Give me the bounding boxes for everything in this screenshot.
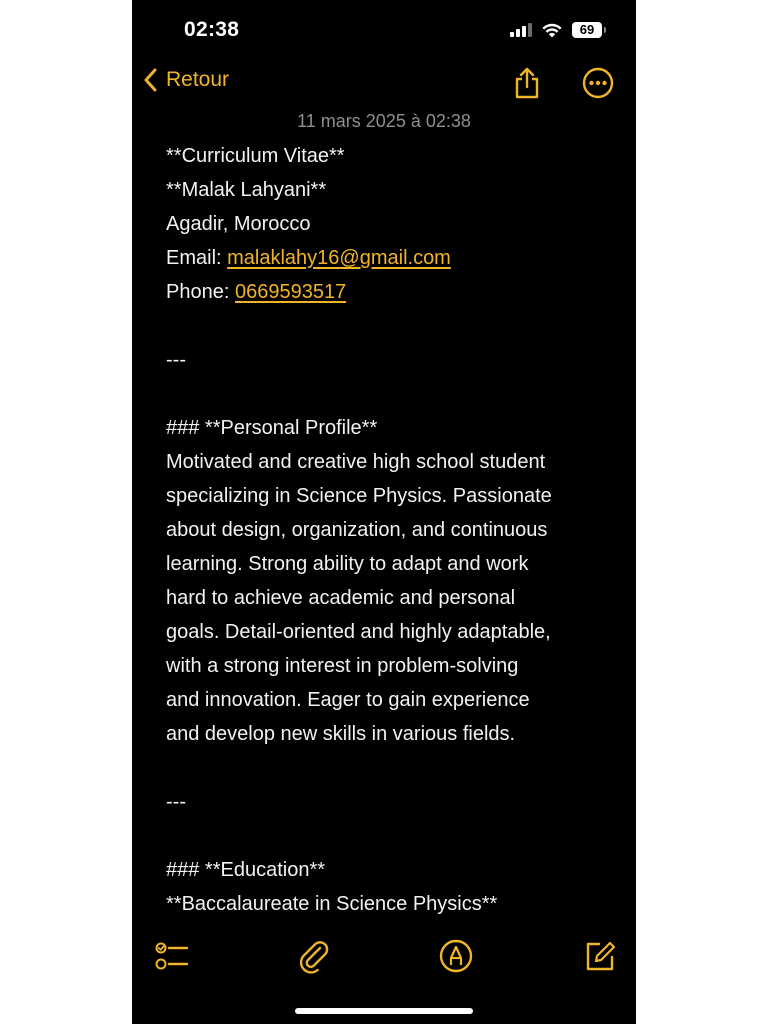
home-indicator[interactable] bbox=[295, 1008, 473, 1014]
blank-line bbox=[166, 309, 616, 343]
compose-icon[interactable] bbox=[582, 938, 618, 974]
note-name: **Malak Lahyani** bbox=[166, 179, 327, 201]
profile-line: goals. Detail-oriented and highly adaptable, bbox=[166, 621, 551, 643]
chevron-left-icon bbox=[144, 68, 158, 92]
back-label: Retour bbox=[166, 68, 230, 91]
blank-line bbox=[166, 377, 616, 411]
profile-line: specializing in Science Physics. Passionate bbox=[166, 485, 552, 507]
profile-line: about design, organization, and continuous bbox=[166, 519, 548, 541]
battery-indicator: 69 bbox=[572, 22, 602, 38]
separator: --- bbox=[166, 791, 186, 813]
status-indicators bbox=[510, 22, 602, 38]
profile-line: and innovation. Eager to gain experience bbox=[166, 689, 530, 711]
note-email-line bbox=[166, 241, 616, 275]
phone-link[interactable]: 0669593517 bbox=[234, 281, 347, 303]
email-label: Email: bbox=[166, 247, 228, 269]
markup-pen-icon[interactable] bbox=[438, 938, 474, 974]
wifi-icon bbox=[542, 23, 562, 38]
share-icon[interactable] bbox=[510, 66, 544, 100]
phone-screen bbox=[132, 0, 636, 1024]
back-button[interactable] bbox=[144, 68, 229, 92]
note-date: 11 mars 2025 à 02:38 bbox=[297, 111, 471, 131]
cellular-signal-icon bbox=[510, 23, 532, 37]
education-item: **Baccalaureate in Science Physics** bbox=[166, 893, 498, 915]
note-title: **Curriculum Vitae** bbox=[166, 145, 345, 167]
profile-line: with a strong interest in problem-solving bbox=[166, 655, 519, 677]
blank-line bbox=[166, 819, 616, 853]
separator: --- bbox=[166, 349, 186, 371]
profile-line: hard to achieve academic and personal bbox=[166, 587, 516, 609]
phone-label: Phone: bbox=[166, 281, 235, 303]
note-body[interactable] bbox=[166, 139, 616, 921]
profile-line: learning. Strong ability to adapt and work bbox=[166, 553, 529, 575]
ellipsis-circle-icon[interactable] bbox=[581, 66, 615, 100]
note-location: Agadir, Morocco bbox=[166, 213, 311, 235]
email-link[interactable]: malaklahy16@gmail.com bbox=[227, 247, 451, 269]
profile-heading: ### **Personal Profile** bbox=[166, 417, 378, 439]
education-heading: ### **Education** bbox=[166, 859, 326, 881]
checklist-icon[interactable] bbox=[154, 938, 190, 974]
profile-line: and develop new skills in various fields. bbox=[166, 723, 516, 745]
note-phone-line bbox=[166, 275, 616, 309]
paperclip-icon[interactable] bbox=[296, 938, 332, 974]
blank-line bbox=[166, 751, 616, 785]
profile-line: Motivated and creative high school student bbox=[166, 451, 546, 473]
status-time: 02:38 bbox=[184, 18, 240, 41]
